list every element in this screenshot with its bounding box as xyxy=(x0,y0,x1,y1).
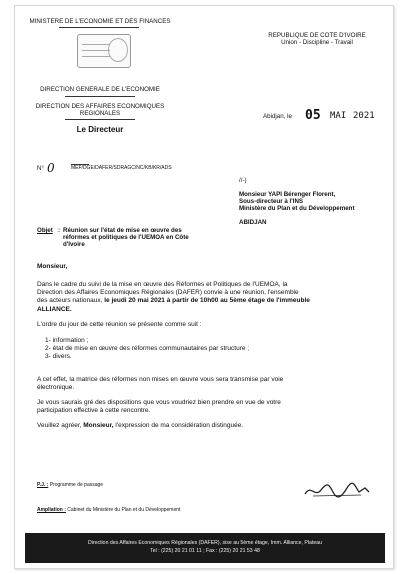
divider xyxy=(65,96,135,97)
paragraph-3 xyxy=(37,399,377,415)
date-day: 05 xyxy=(305,108,321,123)
date-year: 2021 xyxy=(353,111,375,121)
paragraph-3-line1: Je vous saurais gré des dispositions que vous voudriez bien prendre en vue de votre xyxy=(37,399,281,406)
agenda-item: 3- divers. xyxy=(45,353,72,361)
paragraph-1-line3-start: des acteurs nationaux, xyxy=(37,297,103,305)
object-text-line1: Réunion sur l'état de mise en œuvre des xyxy=(63,227,182,234)
ampliation-label: Ampliation : xyxy=(37,507,66,513)
attachment-label: P.J. : xyxy=(37,482,49,488)
footer-band xyxy=(25,533,385,563)
paragraph-2-line1: A cet effet, la matrice des réformes non mises en œuvre vous sera transmise par voie xyxy=(37,376,284,383)
ministry-logo-stamp xyxy=(77,34,131,68)
meeting-date-location: le jeudi 20 mai 2021 à partir de 10h00 au 5ème étage de l'immeuble xyxy=(104,297,310,305)
republic-name: REPUBLIQUE DE COTE D'IVOIRE xyxy=(268,32,366,39)
paragraph-2-line2: électronique. xyxy=(37,384,75,392)
recipient-ministry: Ministère du Plan et du Développement xyxy=(239,205,355,212)
agenda-intro: L'ordre du jour de cette réunion se présente comme suit : xyxy=(37,321,202,328)
letter-page: MINISTERE DE L'ECONOMIE ET DES FINANCES DIRECTION GENERALE DE L'ECONOMIE DIRECTION DES AFFAIRES ECONOMIQUES REGIONALES Le Directeur REPUBLIQUE DE COTE D'IVOIRE Union - Discipline - Travail Abidjan, le 05 MAI 2021 N° 0 MEF/DGE/DAFER/SDRAGC/NC/KB/KR/ADS //-) Monsieur YAPI Bérenger Florent, Sous-directeur à l'INS Ministère du Plan et du Développement ABIDJAN Objet : Réunion sur l'état de mise en œuvre des réformes et politiques de l'UEMOA en Côte d'Ivoire Monsieur, Dans le cadre du suivi de la mise en œuvre des Réformes et Politiques de l'UEMOA, la Direction des Affaires Economiques Régionales (DAFER) convie à une réunion, l'ensemble des acteurs nationaux, le jeudi 20 mai 2021 à partir de 10h00 au 5ème étage de l'immeuble ALLIANCE. L'ordre du jour de cette réunion se présente comme suit : 1- information ; 2- état de mise en œuvre des réformes communautaires par structure ; 3- divers. A cet effet, la matrice des réformes non mises en œuvre vous sera transmise par voie électronique. Je vous saurais gré des dispositions que vous voudriez bien prendre en vue de votre participation effective à cette rencontre. Veuillez agréer, Monsieur, l'expression de ma considération distinguée. P.J. : Programme de passage Ampliation : Cabinet du Ministère du Plan et du Développement Direction des Affaires Economiques Régionales (DAFER), sise au 5ème étage, Imm. Alliance, Plateau Tel : (225) 20 21 01 11 ; Fax : (225) 20 21 53 48 xyxy=(14,5,394,569)
attachment-text: Programme de passage xyxy=(49,482,104,488)
date-place: Abidjan, le xyxy=(263,113,292,120)
agenda-item: 2- état de mise en œuvre des réformes communautaires par structure ; xyxy=(45,345,250,353)
dafer-name-line2: REGIONALES xyxy=(79,110,121,117)
recipient-name: Monsieur YAPI Bérenger Florent, xyxy=(239,191,336,198)
reference-code: MEF/DGE/DAFER/SDRAGC/NC/KB/KR/ADS xyxy=(71,165,172,171)
ministry-name: MINISTERE DE L'ECONOMIE ET DES FINANCES xyxy=(29,18,171,25)
agenda-list xyxy=(45,337,375,362)
director-signature xyxy=(303,480,373,502)
recipient-title: Sous-directeur à l'INS xyxy=(239,198,304,205)
footer-contact: Tel : (225) 20 21 01 11 ; Fax : (225) 20 21 53 48 xyxy=(150,547,260,554)
reference-prefix: N° xyxy=(37,165,44,172)
dge-name: DIRECTION GENERALE DE L'ECONOMIE xyxy=(40,86,160,93)
recipient-city: ABIDJAN xyxy=(239,219,267,226)
closing-address: Monsieur, xyxy=(83,422,114,429)
paragraph-1-line2: Direction des Affaires Economiques Régionales (DAFER) convie à une réunion, l'ensemble xyxy=(37,289,299,297)
attachment-line xyxy=(37,482,103,489)
paragraph-1 xyxy=(37,281,377,314)
agenda-item: 1- information ; xyxy=(45,337,89,344)
object-text-line3: d'Ivoire xyxy=(63,241,85,248)
national-motto: Union - Discipline - Travail xyxy=(281,39,353,46)
closing-line xyxy=(37,422,377,430)
reference-line xyxy=(37,162,237,174)
paragraph-1-line1: Dans le cadre du suivi de la mise en œuvre des Réformes et Politiques de l'UEMOA, la xyxy=(37,281,288,288)
ampliation-line xyxy=(37,507,180,514)
closing-start: Veuillez agréer, xyxy=(37,422,82,429)
object-text-line2: réformes et politiques de l'UEMOA en Côte xyxy=(63,234,189,241)
closing-end: l'expression de ma considération distinguée. xyxy=(115,422,244,429)
letter-date xyxy=(263,109,391,123)
footer-address: Direction des Affaires Economiques Régionales (DAFER), sise au 5ème étage, Imm. Alliance, Plateau xyxy=(87,540,323,546)
recipient-marker: //-) xyxy=(239,177,247,184)
dafer-name-line1: DIRECTION DES AFFAIRES ECONOMIQUES xyxy=(35,103,165,110)
ampliation-text: Cabinet du Ministère du Plan et du Développement xyxy=(67,507,181,513)
paragraph-3-line2: participation effective à cette rencontre. xyxy=(37,407,151,415)
divider xyxy=(65,119,135,120)
meeting-building: ALLIANCE. xyxy=(37,305,72,313)
paragraph-2 xyxy=(37,376,377,392)
salutation: Monsieur, xyxy=(37,263,68,270)
object-label: Objet xyxy=(37,227,53,234)
date-month: MAI xyxy=(330,111,347,121)
divider xyxy=(59,27,139,28)
director-title: Le Directeur xyxy=(76,125,124,134)
reference-number: 0 xyxy=(47,161,55,175)
